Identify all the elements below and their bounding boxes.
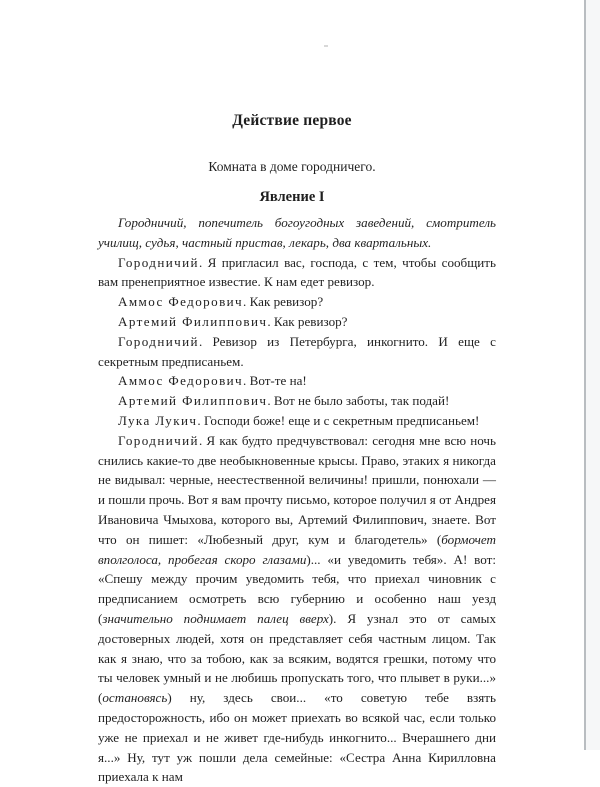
speech-text: . Вот-те на! <box>243 373 307 389</box>
speaker-name: Городничий <box>118 254 199 270</box>
speech-text: . Господи боже! еще и с секретным предписаньем! <box>197 412 480 428</box>
dialogue-line <box>98 292 496 312</box>
speaker-name: Городничий <box>118 432 199 448</box>
dialogue-line <box>98 332 496 372</box>
act-title: Действие первое <box>232 112 352 129</box>
dialogue-line <box>98 312 496 332</box>
setting-line: Комната в доме городничего. <box>208 159 376 174</box>
stage-remark: значительно поднимает палец вверх <box>102 610 329 626</box>
speech-text: )... «и уведомить тебя». А! вот: «Спешу между прочим уведомить тебя, что приехал чиновник с предписанием осмотреть всю губернию и особенно наш уезд ( <box>98 551 496 626</box>
speech-text: ) ну, здесь свои... «то советую тебе взять предосторожность, ибо он может приехать во всякой час, если только уже не приехал и не живет где-нибудь инкогнито... Вчерашнего дни я...» Ну, тут уж пошли дела семейные: «Сестра Анна Кирилловна приехала к нам <box>98 690 496 785</box>
speech-text: . Вот не было заботы, так подай! <box>267 393 450 409</box>
speaker-name: Артемий Филиппович <box>118 313 268 329</box>
speech-text: . Ревизор из Петербурга, инкогнито. И еще с секретным предписаньем. <box>98 333 496 369</box>
speech-text: . Я пригласил вас, господа, с тем, чтобы сообщить вам пренеприятное известие. К нам едет ревизор. <box>98 254 496 290</box>
dialogue-line <box>98 391 496 411</box>
stage-remark: бормочет вполголоса, пробегая скоро глазами <box>98 531 496 567</box>
stage-direction: Городничий, попечитель богоугодных заведений, смотритель училищ, судья, частный пристав, лекарь, два квартальных. <box>98 215 496 250</box>
speech-text: . Я как будто предчувствовал: сегодня мне всю ночь снились какие-то две необыкновенные крысы. Право, этаких я никогда не видывал: черные, неестественной величины! пришли, понюхали — и пошли прочь. Вот я вам прочту письмо, которое получил я от Андрея Ивановича Чмыхова, которого вы, Артемий Филиппович, знаете. Вот что он пишет: «Любезный друг, кум и благодетель» ( <box>98 432 496 547</box>
dialogue-line <box>98 411 496 431</box>
dialogue-line <box>98 431 496 787</box>
speaker-name: Аммос Федорович <box>118 373 244 389</box>
scene-title: Явление I <box>259 189 325 205</box>
speaker-name: Городничий <box>118 333 199 349</box>
stage-remark: остановясь <box>102 690 168 706</box>
speech-text: . Как ревизор? <box>267 313 348 329</box>
play-text <box>98 213 496 787</box>
speech-text: ). Я узнал это от самых достоверных людей, хотя он представляет себя частным лицом. Так как я знаю, что за тобою, как за всяким, водятся грешки, потому что ты человек умный и не любишь пропускать того, что плывет в руки...» ( <box>98 610 496 706</box>
page-margin-outside <box>586 0 600 750</box>
dialogue-line <box>98 253 496 293</box>
dialogue-line <box>98 371 496 391</box>
speech-text: . Как ревизор? <box>243 294 324 310</box>
speaker-name: Лука Лукич <box>118 412 198 428</box>
speaker-name: Аммос Федорович <box>118 294 244 310</box>
speaker-name: Артемий Филиппович <box>118 393 268 409</box>
page-speck <box>324 45 328 47</box>
